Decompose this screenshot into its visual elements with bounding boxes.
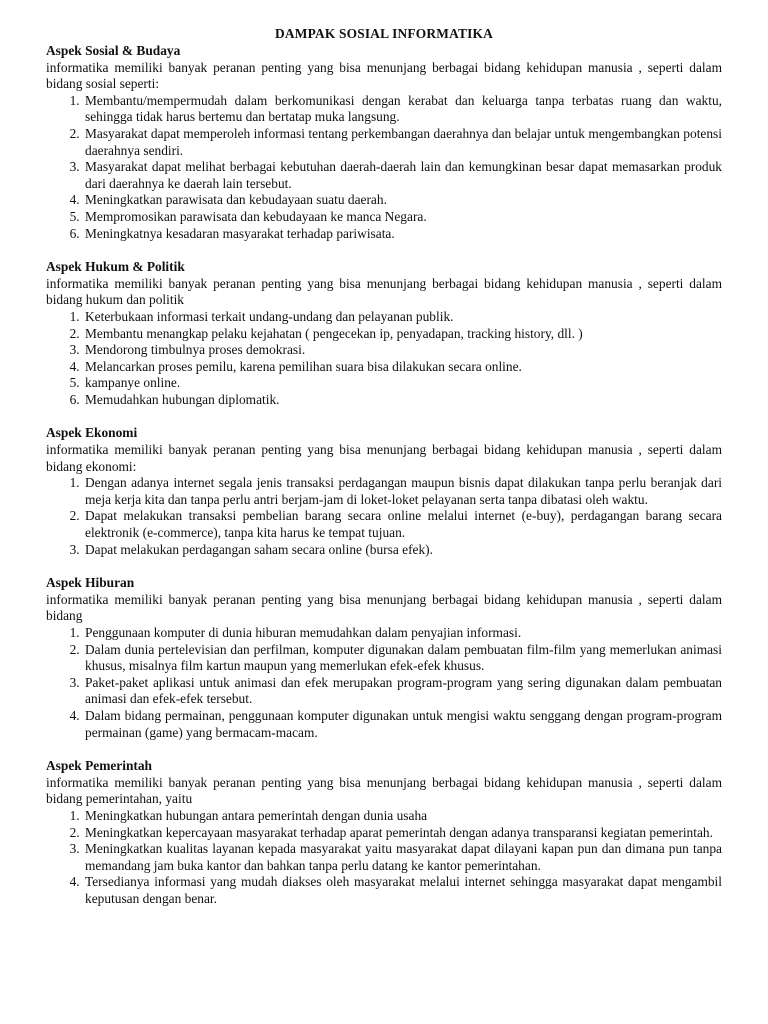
numbered-list <box>46 475 722 558</box>
section-hiburan <box>46 575 722 741</box>
list-item: 6. Meningkatnya kesadaran masyarakat terhadap pariwisata. <box>83 226 722 243</box>
section-hukum-politik <box>46 259 722 408</box>
list-item: 1. Dengan adanya internet segala jenis transaksi perdagangan maupun bisnis dapat dilakukan tanpa perlu beranjak dari meja kerja kita dan tanpa perlu antri berjam-jam di loket-loket pelayanan serta tanpa dibatasi oleh waktu. <box>83 475 722 508</box>
document-title: DAMPAK SOSIAL INFORMATIKA <box>274 26 494 41</box>
numbered-list <box>46 625 722 741</box>
section-intro: informatika memiliki banyak peranan penting yang bisa menunjang berbagai bidang kehidupan manusia , seperti dalam bidang sosial seperti: <box>46 59 722 92</box>
section-intro: informatika memiliki banyak peranan penting yang bisa menunjang berbagai bidang kehidupan manusia , seperti dalam bidang pemerintahan, yaitu <box>46 774 722 807</box>
list-item: 4. Dalam bidang permainan, penggunaan komputer digunakan untuk mengisi waktu senggang dengan program-program permainan (game) yang bermacam-macam. <box>83 708 722 741</box>
section-intro: informatika memiliki banyak peranan penting yang bisa menunjang berbagai bidang kehidupan manusia , seperti dalam bidang ekonomi: <box>46 442 722 474</box>
section-heading: Aspek Pemerintah <box>46 758 153 774</box>
list-item: 5. Mempromosikan parawisata dan kebudayaan ke manca Negara. <box>83 209 722 226</box>
list-item: 3. Mendorong timbulnya proses demokrasi. <box>83 342 722 359</box>
list-item: 2. Membantu menangkap pelaku kejahatan ( pengecekan ip, penyadapan, tracking history, dll. ) <box>83 326 722 343</box>
list-item: 5. kampanye online. <box>83 375 722 392</box>
list-item: 1. Penggunaan komputer di dunia hiburan memudahkan dalam penyajian informasi. <box>83 625 722 642</box>
section-ekonomi <box>46 425 722 558</box>
section-heading: Aspek Hukum & Politik <box>46 259 185 275</box>
list-item: 2. Masyarakat dapat memperoleh informasi tentang perkembangan daerahnya dan belajar untuk mengembangkan potensi daerahnya sendiri. <box>83 126 722 159</box>
list-item: 1. Meningkatkan hubungan antara pemerintah dengan dunia usaha <box>83 808 722 825</box>
list-item: 2. Meningkatkan kepercayaan masyarakat terhadap aparat pemerintah dengan adanya transparansi kegiatan pemerintah. <box>83 825 722 842</box>
list-item: 1. Keterbukaan informasi terkait undang-undang dan pelayanan publik. <box>83 309 722 326</box>
numbered-list <box>46 808 722 908</box>
section-heading: Aspek Sosial & Budaya <box>46 43 181 58</box>
list-item: 2. Dapat melakukan transaksi pembelian barang secara online melalui internet (e-buy), perdagangan barang secara elektronik (e-commerce), tanpa kita harus ke tempat tujuan. <box>83 508 722 541</box>
list-item: 6. Memudahkan hubungan diplomatik. <box>83 392 722 409</box>
list-item: 4. Melancarkan proses pemilu, karena pemilihan suara bisa dilakukan secara online. <box>83 359 722 376</box>
section-heading: Aspek Ekonomi <box>46 425 138 441</box>
section-intro: informatika memiliki banyak peranan penting yang bisa menunjang berbagai bidang kehidupan manusia , seperti dalam bidang <box>46 591 722 624</box>
list-item: 1. Membantu/mempermudah dalam berkomunikasi dengan kerabat dan keluarga tanpa terbatas ruang dan waktu, sehingga tidak harus bertemu dan bertatap muka langsung. <box>83 93 722 126</box>
list-item: 3. Masyarakat dapat melihat berbagai kebutuhan daerah-daerah lain dan kemungkinan besar dapat memasarkan produk dari daerahnya ke daerah lain tersebut. <box>83 159 722 192</box>
list-item: 3. Meningkatkan kualitas layanan kepada masyarakat yaitu masyarakat dapat dilayani kapan pun dan dimana pun tanpa memandang jam buka kantor dan bahkan tanpa perlu datang ke kantor pemerintahan. <box>83 841 722 874</box>
numbered-list <box>46 309 722 409</box>
list-item: 4. Meningkatkan parawisata dan kebudayaan suatu daerah. <box>83 192 722 209</box>
list-item: 4. Tersedianya informasi yang mudah diakses oleh masyarakat melalui internet sehingga masyarakat dapat mengambil keputusan dengan benar. <box>83 874 722 907</box>
section-intro: informatika memiliki banyak peranan penting yang bisa menunjang berbagai bidang kehidupan manusia , seperti dalam bidang hukum dan politik <box>46 275 722 308</box>
section-sosial-budaya <box>46 43 722 242</box>
section-heading: Aspek Hiburan <box>46 575 135 591</box>
numbered-list <box>46 93 722 242</box>
list-item: 2. Dalam dunia pertelevisian dan perfilman, komputer digunakan dalam pembuatan film-film yang memerlukan animasi khusus, misalnya film kartun maupun yang memerlukan efek-efek khusus. <box>83 642 722 675</box>
list-item: 3. Dapat melakukan perdagangan saham secara online (bursa efek). <box>83 542 722 559</box>
section-pemerintah <box>46 758 722 907</box>
list-item: 3. Paket-paket aplikasi untuk animasi dan efek merupakan program-program yang sering digunakan dalam pembuatan animasi dan efek-efek tersebut. <box>83 675 722 708</box>
